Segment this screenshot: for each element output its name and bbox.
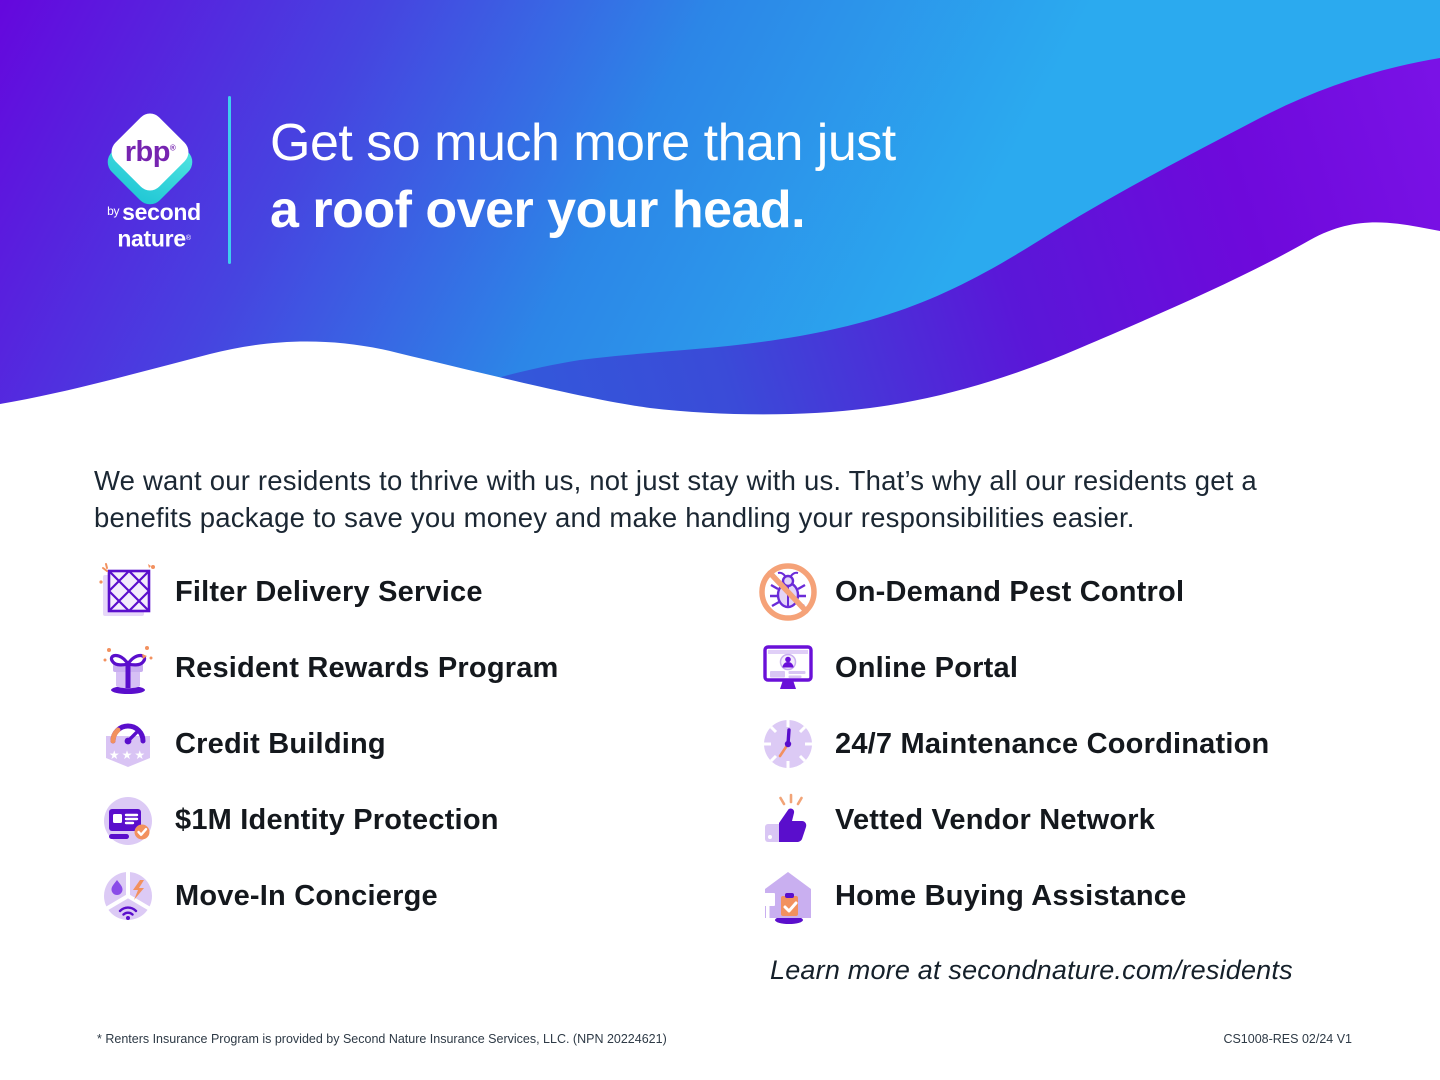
benefit-label: Filter Delivery Service: [175, 575, 483, 608]
benefit-maintenance: [758, 714, 1269, 774]
learn-more-text: Learn more at secondnature.com/residents: [770, 955, 1293, 985]
benefits-column-left: [98, 562, 559, 942]
credit-building-icon: [98, 714, 158, 774]
intro-line1: We want our residents to thrive with us, not just stay with us. That’s why all our residents get a: [94, 465, 1257, 496]
resident-rewards-icon: [98, 638, 158, 698]
benefit-pest-control: [758, 562, 1269, 622]
benefits-column-right: [758, 562, 1269, 942]
benefit-filter-delivery: [98, 562, 559, 622]
benefit-label: $1M Identity Protection: [175, 803, 499, 836]
rbp-logo: [84, 96, 224, 266]
benefit-credit-building: [98, 714, 559, 774]
benefit-label: Home Buying Assistance: [835, 879, 1187, 912]
logo-divider-line: [228, 96, 231, 264]
benefit-label: 24/7 Maintenance Coordination: [835, 727, 1270, 760]
vetted-vendor-icon: [758, 790, 818, 850]
benefit-label: Online Portal: [835, 651, 1019, 684]
benefit-resident-rewards: [98, 638, 559, 698]
online-portal-icon: [758, 638, 818, 698]
headline: [270, 110, 896, 244]
rbp-wordmark: rbp®: [124, 136, 176, 168]
byline-reg-mark: ®: [185, 235, 191, 242]
benefit-label: On-Demand Pest Control: [835, 575, 1185, 608]
benefit-move-in-concierge: [98, 866, 559, 926]
rbp-reg-mark: ®: [169, 143, 176, 153]
intro-line2: benefits package to save you money and make handling your responsibilities easier.: [94, 502, 1135, 533]
pest-control-icon: [758, 562, 818, 622]
byline-second: second: [122, 199, 201, 225]
intro-paragraph: [94, 462, 1334, 536]
benefit-label: Vetted Vendor Network: [835, 803, 1156, 836]
identity-protection-icon: [98, 790, 158, 850]
byline-nature: nature: [117, 225, 186, 252]
benefit-label: Move-In Concierge: [175, 879, 438, 912]
benefit-identity-protection: [98, 790, 559, 850]
maintenance-clock-icon: [758, 714, 818, 774]
svg-text:★★★: ★★★: [108, 748, 148, 762]
byline-by: by: [107, 204, 120, 218]
document-code: CS1008-RES 02/24 V1: [1223, 1032, 1352, 1046]
move-in-concierge-icon: [98, 866, 158, 926]
hero-banner: [0, 0, 1440, 450]
benefit-label: Resident Rewards Program: [175, 651, 559, 684]
filter-delivery-icon: [98, 562, 158, 622]
second-nature-byline: [84, 200, 224, 253]
insurance-disclaimer: * Renters Insurance Program is provided by Second Nature Insurance Services, LLC. (NPN 20224621): [97, 1032, 667, 1046]
benefit-label: Credit Building: [175, 727, 386, 760]
home-buying-icon: [758, 866, 818, 926]
benefit-vetted-vendor: [758, 790, 1269, 850]
headline-line2: a roof over your head.: [270, 181, 806, 239]
benefit-online-portal: [758, 638, 1269, 698]
benefit-home-buying: [758, 866, 1269, 926]
headline-line1: Get so much more than just: [270, 114, 896, 172]
